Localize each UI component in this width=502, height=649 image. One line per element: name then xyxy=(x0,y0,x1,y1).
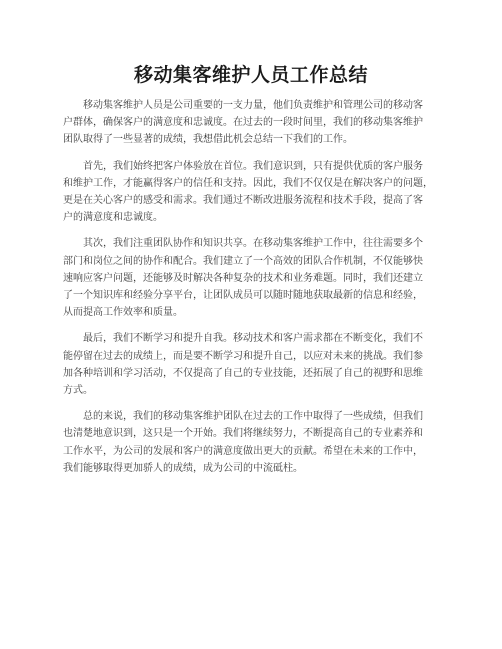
paragraph-teamwork xyxy=(63,235,441,321)
paragraph-conclusion xyxy=(63,408,441,477)
text-line: 最后，我们不断学习和提升自我。移动技术和客户需求都在不断变化，我们不 xyxy=(63,333,423,345)
text-line: 户群体，确保客户的满意度和忠诚度。在过去的一段时间里，我们的移动集客维护 xyxy=(63,117,423,129)
paragraph-customer-experience xyxy=(63,158,441,227)
text-line: 部门和岗位之间的协作和配合。我们建立了一个高效的团队合作机制，不仅能够快 xyxy=(63,255,423,267)
text-line: 移动集客维护人员是公司重要的一支力量，他们负责维护和管理公司的移动客 xyxy=(63,100,423,111)
text-line: 能停留在过去的成绩上，而是要不断学习和提升自己，以应对未来的挑战。我们参 xyxy=(63,350,423,362)
text-line: 加各种培训和学习活动，不仅提高了自己的专业技能，还拓展了自己的视野和思维 xyxy=(63,367,423,379)
text-line: 其次，我们注重团队协作和知识共享。在移动集客维护工作中，往往需要多个 xyxy=(63,238,423,250)
text-line: 总的来说，我们的移动集客维护团队在过去的工作中取得了一些成绩，但我们 xyxy=(63,411,423,423)
paragraph-intro xyxy=(63,97,441,149)
text-line: 我们能够取得更加骄人的成绩，成为公司的中流砥柱。 xyxy=(63,462,303,474)
text-line: 也清楚地意识到，这只是一个开始。我们将继续努力，不断提高自己的专业素养和 xyxy=(63,428,423,440)
text-line: 户的满意度和忠诚度。 xyxy=(63,212,163,224)
text-line: 工作水平，为公司的发展和客户的满意度做出更大的贡献。希望在未来的工作中， xyxy=(63,445,423,457)
paragraph-learning xyxy=(63,330,441,399)
text-line: 速响应客户问题，还能够及时解决各种复杂的技术和业务难题。同时，我们还建立 xyxy=(63,272,423,284)
text-line: 和维护工作，才能赢得客户的信任和支持。因此，我们不仅仅是在解决客户的问题， xyxy=(63,177,433,189)
text-line: 方式。 xyxy=(63,385,93,397)
document-body xyxy=(63,97,441,486)
text-line: 团队取得了一些显著的成绩，我想借此机会总结一下我们的工作。 xyxy=(63,134,353,146)
text-line: 更是在关心客户的感受和需求。我们通过不断改进服务流程和技术手段，提高了客 xyxy=(63,195,423,207)
text-line: 从而提高工作效率和质量。 xyxy=(63,307,183,319)
text-line: 首先，我们始终把客户体验放在首位。我们意识到，只有提供优质的客户服务 xyxy=(63,160,423,172)
page-title: 移动集客维护人员工作总结 xyxy=(133,64,368,86)
text-line: 了一个知识库和经验分享平台，让团队成员可以随时随地获取最新的信息和经验， xyxy=(63,290,423,302)
